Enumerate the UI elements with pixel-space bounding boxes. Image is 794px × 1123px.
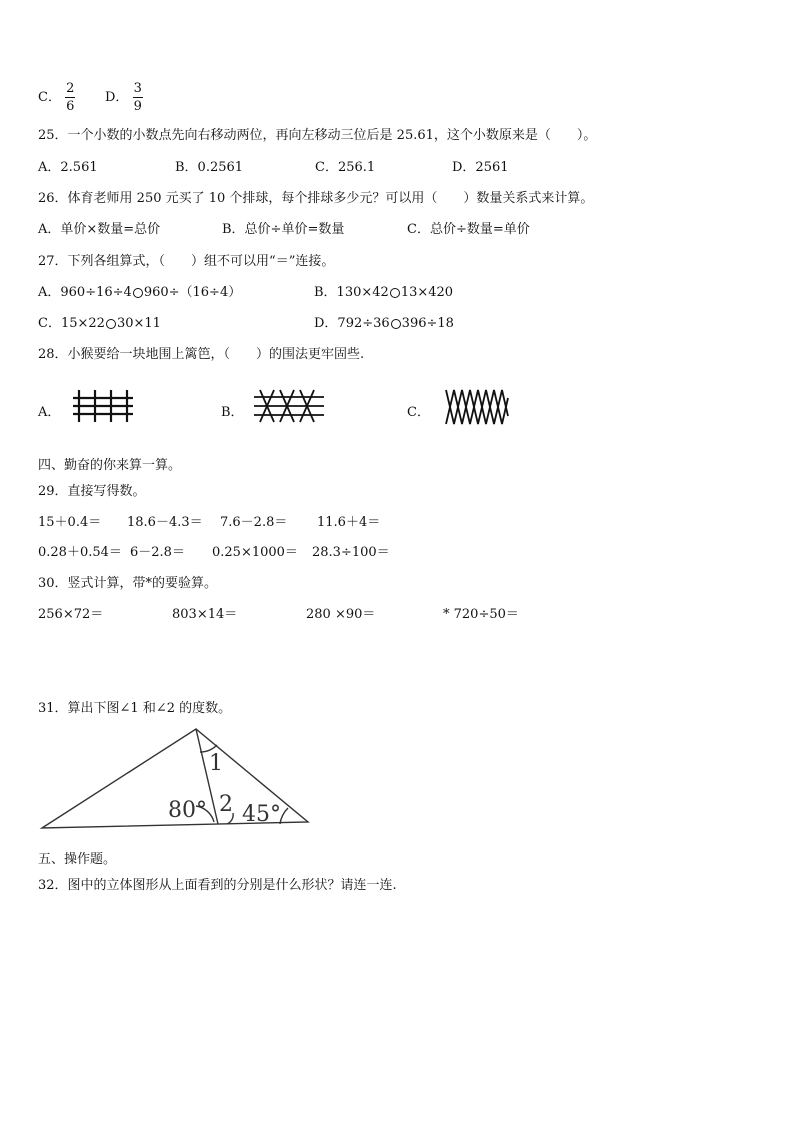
q29-item: 6－2.8＝: [130, 545, 185, 560]
q29-item: 15＋0.4＝: [38, 515, 102, 530]
q32-stem: 32．图中的立体图形从上面看到的分别是什么形状？请连一连.: [38, 878, 397, 893]
q25-option-b: B．0.2561: [175, 160, 244, 175]
q26-option-b: B．总价÷单价=数量: [222, 222, 345, 237]
option-label: C．: [38, 90, 61, 105]
angle-45-label: 45°: [242, 802, 281, 827]
q28-option-c: C．: [407, 405, 430, 420]
angle-80-label: 80°: [168, 798, 207, 823]
q25-stem: 25．一个小数的小数点先向右移动两位，再向左移动三位后是 25.61，这个小数原来是（ ）。: [38, 128, 597, 143]
q27-option-d: D．792÷36 396÷18: [314, 316, 454, 331]
q29-item: 11.6＋4＝: [317, 515, 381, 530]
angle-1-label: 1: [209, 751, 223, 776]
option-label: D．: [105, 90, 129, 105]
q26-option-a: A．单价×数量=总价: [38, 222, 161, 237]
angle-2-label: 2: [219, 792, 233, 817]
q29-item: 0.25×1000＝: [212, 545, 298, 560]
q29-item: 0.28＋0.54＝: [38, 545, 122, 560]
section-4-heading: 四、勤奋的你来算一算。: [38, 458, 182, 473]
angle-45-arc: [280, 808, 288, 824]
q25-option-d: D．2561: [452, 160, 509, 175]
q29-item: 28.3÷100＝: [312, 545, 390, 560]
q30-item: 803×14＝: [172, 607, 238, 622]
fraction-3-9: $\frac{3}{9}$: [133, 81, 142, 114]
q29-stem: 29．直接写得数。: [38, 484, 146, 499]
fraction-2-6: $\frac{2}{6}$: [66, 81, 75, 114]
q28-option-a: A．: [38, 405, 61, 420]
q25-option-a: A．2.561: [38, 160, 98, 175]
q27-option-c: C．15×22 30×11: [38, 316, 161, 331]
q30-item: 280 ×90＝: [306, 607, 376, 622]
q26-option-c: C．总价÷数量=单价: [407, 222, 530, 237]
q28-option-b: B．: [221, 405, 244, 420]
q29-item: 18.6－4.3＝: [127, 515, 203, 530]
q30-item: 256×72＝: [38, 607, 104, 622]
q27-stem: 27．下列各组算式，（ ）组不可以用“＝”连接。: [38, 254, 335, 269]
q30-item: * 720÷50＝: [443, 607, 519, 622]
q27-option-a: A．960÷16÷4 960÷（16÷4）: [38, 285, 242, 300]
q29-item: 7.6－2.8＝: [220, 515, 288, 530]
q27-option-b: B．130×42 13×420: [314, 285, 454, 300]
q28-stem: 28．小猴要给一块地围上篱笆，（ ）的围法更牢固些.: [38, 347, 365, 362]
q25-option-c: C．256.1: [315, 160, 376, 175]
q30-stem: 30．竖式计算，带*的要验算。: [38, 576, 218, 591]
section-5-heading: 五、操作题。: [38, 852, 117, 867]
q31-stem: 31．算出下图∠1 和∠2 的度数。: [38, 701, 232, 716]
q26-stem: 26．体育老师用 250 元买了 10 个排球，每个排球多少元？可以用（ ）数量关系式来计算。: [38, 191, 594, 206]
